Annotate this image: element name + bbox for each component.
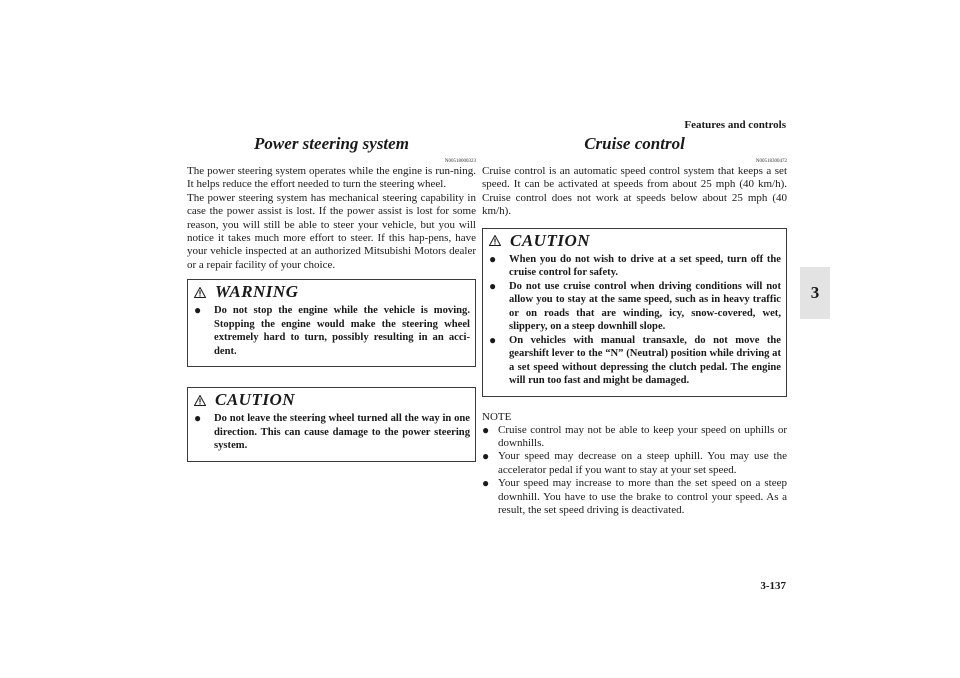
caution-item bbox=[483, 280, 786, 334]
power-steering-section bbox=[187, 134, 476, 462]
caution-label: CAUTION bbox=[215, 390, 296, 410]
caution-triangle-icon bbox=[194, 395, 206, 406]
section-title: Power steering system bbox=[254, 134, 409, 153]
caution-label: CAUTION bbox=[510, 230, 591, 250]
caution-text: Do not leave the steering wheel turned all the way in one direction. This can cause damage to the power steering system. bbox=[214, 413, 470, 452]
caution-text: When you do not wish to drive at a set speed, turn off the cruise control for safety. bbox=[509, 253, 781, 279]
section-header: Features and controls bbox=[684, 119, 786, 131]
bullet-icon: ● bbox=[489, 278, 497, 293]
warning-triangle-icon bbox=[194, 287, 206, 298]
note-item bbox=[482, 450, 787, 477]
note-label: NOTE bbox=[482, 410, 512, 423]
caution-box bbox=[187, 387, 476, 462]
caution-item bbox=[483, 253, 786, 280]
caution-item bbox=[483, 334, 786, 396]
paragraph: Cruise control is an automatic speed control system that keeps a set speed. It can be activated at speeds from about 25 mph (40 km/h). Cruise control does not work at speeds below about 25 mph (40 km/h). bbox=[482, 165, 787, 218]
caution-header bbox=[188, 388, 475, 412]
caution-text: Do not use cruise control when driving conditions will not allow you to stay at the same speed, such as in heavy traffic or on roads that are winding, icy, snow-covered, wet, slippery, on a steep downhill slope. bbox=[509, 280, 781, 333]
caution-item bbox=[188, 412, 475, 461]
section-code: N00518000323 bbox=[444, 159, 476, 164]
page-number: 3-137 bbox=[760, 580, 786, 592]
caution-header bbox=[483, 229, 786, 253]
bullet-icon: ● bbox=[482, 449, 490, 464]
bullet-icon: ● bbox=[489, 332, 497, 347]
bullet-icon: ● bbox=[489, 251, 497, 266]
warning-box bbox=[187, 279, 476, 367]
paragraph: The power steering system has mechanical steering capability in case the power assist is lost. If the power assist is lost for some reason, you will still be able to steer your vehicle, but you will notice it takes much more effort to steer. If this hap-pens, have your vehicle inspected at an authorized Mitsubishi Motors dealer or a repair facility of your choice. bbox=[187, 191, 476, 271]
bullet-icon: ● bbox=[482, 422, 490, 437]
caution-text: On vehicles with manual transaxle, do not move the gearshift lever to the “N” (Neutral) position while driving at a set speed without depressing the clutch pedal. The engine will run too fast and might be damaged. bbox=[509, 334, 781, 387]
section-code: N00518300472 bbox=[755, 159, 787, 164]
note-text: Your speed may decrease on a steep uphill. You may use the accelerator pedal if you want to stay at your set speed. bbox=[498, 450, 787, 476]
bullet-icon: ● bbox=[194, 303, 202, 318]
bullet-icon: ● bbox=[194, 411, 202, 426]
paragraph: The power steering system operates while the engine is run-ning. It helps reduce the effort needed to turn the steering wheel. bbox=[187, 165, 476, 191]
warning-label: WARNING bbox=[215, 282, 299, 302]
section-title: Cruise control bbox=[584, 134, 685, 153]
chapter-tab: 3 bbox=[800, 267, 830, 319]
warning-item bbox=[188, 304, 475, 366]
caution-box bbox=[482, 228, 787, 397]
cruise-control-section bbox=[482, 134, 787, 517]
warning-header bbox=[188, 280, 475, 304]
note-item bbox=[482, 424, 787, 451]
caution-triangle-icon bbox=[489, 235, 501, 246]
bullet-icon: ● bbox=[482, 476, 490, 491]
note-item bbox=[482, 477, 787, 517]
note-text: Your speed may increase to more than the set speed on a steep downhill. You have to use the brake to control your speed. As a result, the set speed driving is deactivated. bbox=[498, 477, 787, 517]
note-text: Cruise control may not be able to keep your speed on uphills or downhills. bbox=[498, 423, 787, 450]
warning-text: Do not stop the engine while the vehicle is moving. Stopping the engine would make the steering wheel extremely hard to turn, possibly resulting in an acci-dent. bbox=[214, 305, 470, 357]
